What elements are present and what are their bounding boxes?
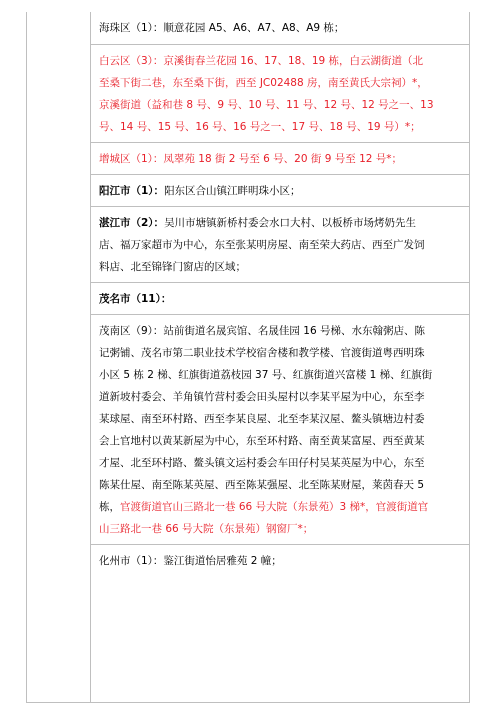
table-row [91, 544, 469, 577]
left-column [27, 12, 91, 702]
text-segment: 吴川市塘镇新桥村委会水口大村、以板桥市场烤奶先生 [164, 217, 417, 229]
text-line: 号、14 号、15 号、16 号、16 号之一、17 号、18 号、19 号）*； [99, 121, 421, 133]
text-line: 记粥铺、茂名市第二职业技术学校宿舍楼和教学楼、官渡街道粤西明珠 [99, 347, 425, 359]
city-heading: 阳江市（1）： [99, 185, 165, 197]
text-line: 才屋、北至环村路、鳌头镇文运村委会车田仔村吴某英屋为中心，东至 [99, 457, 425, 469]
text-line: 化州市（1）：鉴江街道怡居雅苑 2 幢； [99, 555, 282, 567]
table-row [91, 142, 469, 175]
text-line: 某球屋、南至环村路、西至李某良屋、北至李某汉屋、鳌头镇塘边村委 [99, 413, 425, 425]
text-line: 增城区（1）：凤翠苑 18 街 2 号至 6 号、20 街 9 号至 12 号*； [99, 153, 403, 165]
text-line: 店、福万家超市为中心，东至张某明房屋、南至荣大药店、西至广发饲 [99, 239, 425, 251]
text-segment: 阳东区合山镇江畔明珠小区； [164, 185, 301, 197]
table-row [91, 12, 469, 44]
text-line: 山三路北一巷 66 号大院（东景苑）钢窗厂*； [99, 523, 314, 535]
text-line [99, 180, 461, 202]
text-line [99, 212, 461, 234]
text-line [99, 288, 461, 310]
text-line: 白云区（3）：京溪街春兰花园 16、17、18、19 栋，白云湖街道（北 [99, 55, 424, 67]
text-line [99, 496, 461, 518]
text-line: 小区 5 栋 2 梯、红旗街道荔枝园 37 号、红旗街道兴富楼 1 梯、红旗街 [99, 369, 433, 381]
table-row [91, 206, 469, 283]
text-segment: 栋， [99, 501, 120, 513]
table-row [91, 282, 469, 315]
content-table [26, 12, 470, 703]
table-row [91, 44, 469, 143]
city-heading: 湛江市（2）： [99, 217, 165, 229]
text-line: 茂南区（9）：站前街道名晟宾馆、名晟佳园 16 号梯、水东翰粥店、陈 [99, 325, 425, 337]
text-line: 料店、北至锦锋门窗店的区域； [99, 261, 246, 273]
text-line: 京溪街道（益和巷 8 号、9 号、10 号、11 号、12 号、12 号之一、13 [99, 99, 434, 111]
city-heading: 茂名市（11）： [99, 293, 172, 305]
text-line: 海珠区（1）：顺意花园 A5、A6、A7、A8、A9 栋； [99, 22, 345, 34]
text-line: 至桑下街二巷，东至桑下街，西至 JC02488 房，南至黄氏大宗祠）*， [99, 77, 428, 89]
text-line: 道新坡村委会、羊角镇竹营村委会田头屋村以李某平屋为中心，东至李 [99, 391, 425, 403]
table-row [91, 174, 469, 207]
text-segment: 官渡街道官山三路北一巷 66 号大院（东景苑）3 梯*，官渡街道官 [120, 501, 429, 513]
table-row [91, 314, 469, 545]
text-line: 会上官地村以黄某新屋为中心，东至环村路、南至黄某富屋、西至黄某 [99, 435, 425, 447]
text-line: 陈某仕屋、南至陈某英屋、西至陈某强屋、北至陈某财屋，莱茵春天 5 [99, 479, 425, 491]
